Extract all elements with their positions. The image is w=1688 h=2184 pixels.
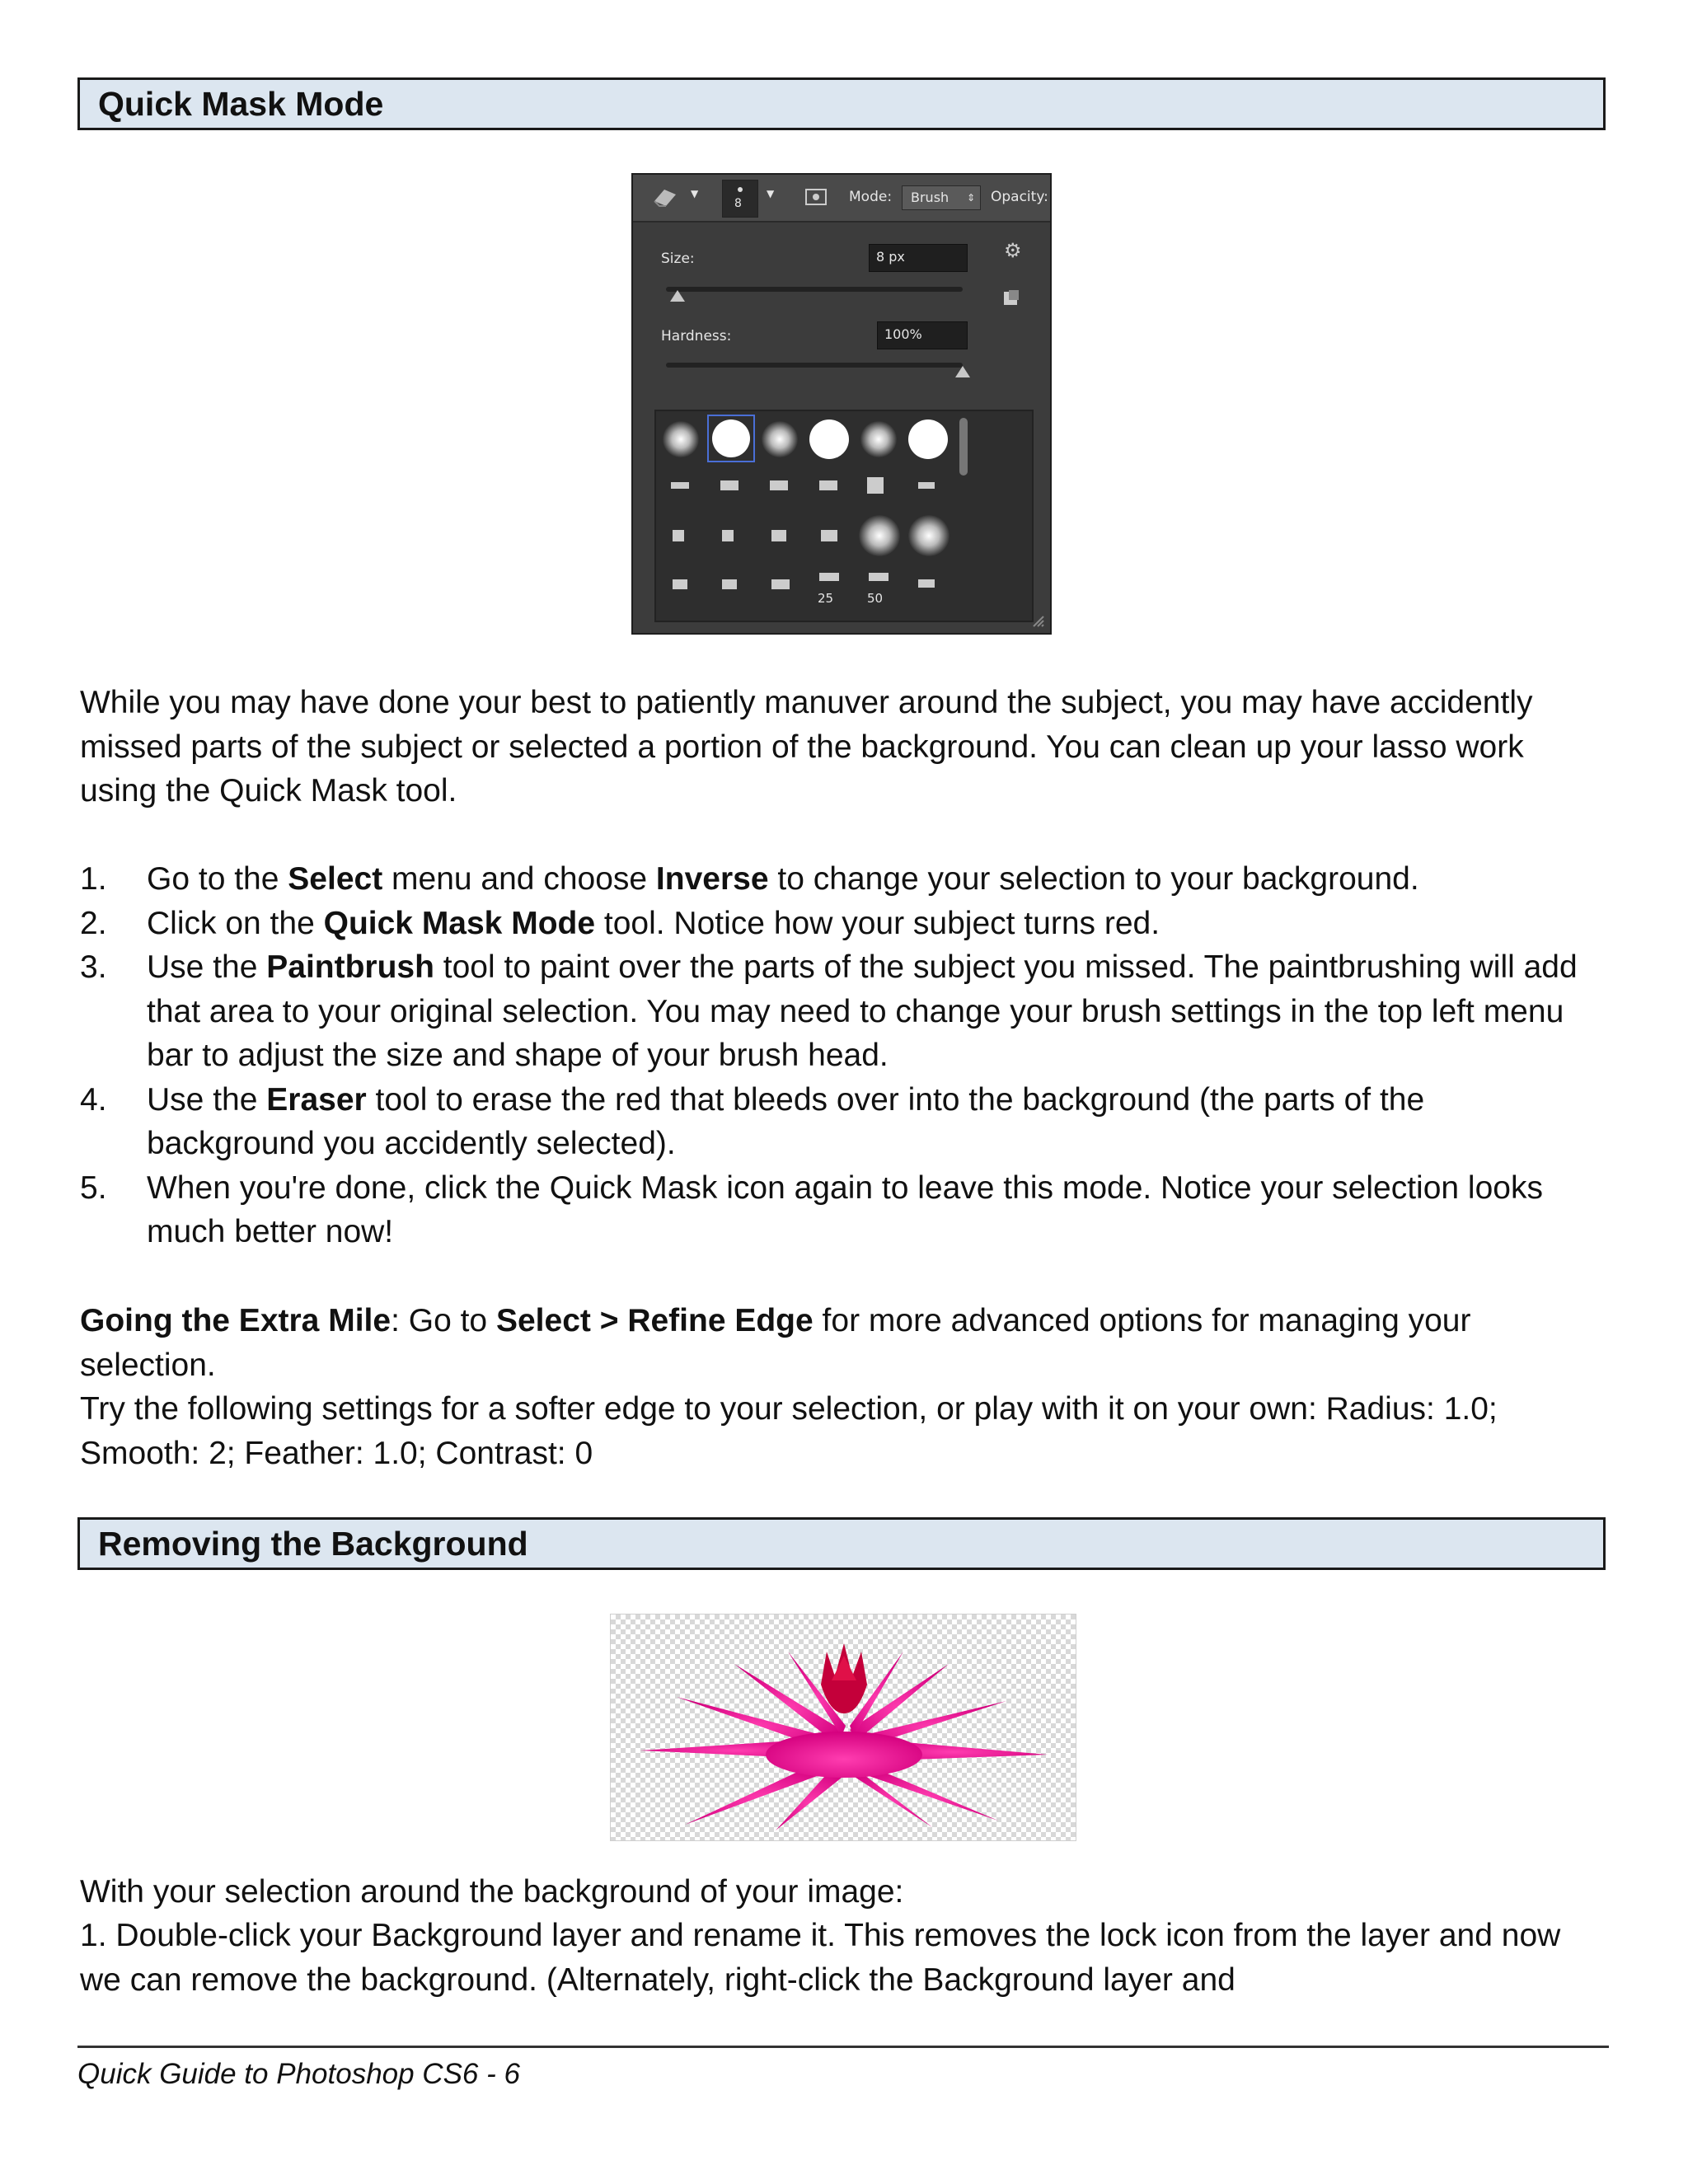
mode-label: Mode:	[849, 189, 893, 205]
size-label: Size:	[661, 251, 695, 267]
mode-dropdown[interactable]	[902, 185, 981, 210]
lotus-flower-illustration	[611, 1615, 1076, 1841]
page-footer: Quick Guide to Photoshop CS6 - 6	[77, 2058, 520, 2090]
chevron-down-icon[interactable]: ▼	[767, 188, 775, 199]
remove-bg-step-1: 1. Double-click your Background layer and rename it. This removes the lock icon from the layer and now we can remove the background. (Alternately, right-click the Background layer and	[80, 1918, 1561, 1998]
brush-size-swatch[interactable]	[722, 180, 758, 218]
chevron-updown-icon: ⇕	[966, 192, 975, 204]
step-number: 2.	[80, 905, 107, 941]
brush-preset-soft-round[interactable]	[860, 421, 897, 457]
brush-preset-panel-screenshot	[631, 173, 1052, 635]
list-item: 4. Use the Eraser tool to erase the red that bleeds over into the background (the parts of the background you accidently selected).	[80, 1078, 1580, 1166]
chevron-down-icon: ▼	[691, 188, 699, 199]
preset-size-label: 25	[818, 591, 834, 606]
brush-preset-soft-round[interactable]	[663, 421, 699, 457]
hardness-label: Hardness:	[661, 328, 732, 344]
brush-preset-hard-round-selected[interactable]	[707, 415, 755, 462]
size-slider-thumb[interactable]	[670, 290, 685, 302]
step-number: 3.	[80, 949, 107, 985]
remove-bg-intro: With your selection around the background of your image:	[80, 1874, 904, 1910]
mode-value: Brush	[911, 190, 950, 205]
section-heading-remove-background	[77, 1517, 1606, 1570]
footer-divider	[77, 2046, 1609, 2048]
size-field[interactable]: 8 px	[869, 244, 968, 272]
hardness-slider-track[interactable]	[666, 363, 963, 368]
menu-path: Select > Refine Edge	[495, 1303, 814, 1338]
step-number: 1.	[80, 861, 107, 897]
eraser-icon	[651, 186, 679, 208]
options-bar	[633, 175, 1050, 223]
gear-icon[interactable]: ⚙	[1004, 239, 1022, 262]
section-heading-text: Removing the Background	[98, 1525, 528, 1563]
extra-mile-label: Going the Extra Mile	[80, 1303, 392, 1338]
brush-preset-soft-round[interactable]	[762, 421, 798, 457]
step-number: 4.	[80, 1081, 107, 1118]
step-number: 5.	[80, 1169, 107, 1206]
resize-grip-icon[interactable]	[1030, 613, 1045, 628]
list-item: 5. When you're done, click the Quick Mask icon again to leave this mode. Notice your selection looks much better now!	[80, 1166, 1580, 1254]
new-preset-icon[interactable]	[1002, 288, 1020, 307]
brush-preset-grid	[654, 410, 1034, 622]
quick-mask-intro: While you may have done your best to patiently manuver around the subject, you may have accidently missed parts of the subject or selected a portion of the background. You can clean up your lasso work using the Quick Mask tool.	[80, 685, 1533, 808]
refine-edge-settings: Try the following settings for a softer edge to your selection, or play with it on your own: Radius: 1.0; Smooth: 2; Feather: 1.0; Contrast: 0	[80, 1391, 1498, 1471]
brush-preset-hard-round[interactable]	[908, 419, 948, 459]
list-item: 3. Use the Paintbrush tool to paint over the parts of the subject you missed. The paintbrushing will add that area to your original selection. You may need to change your brush settings in the top left menu bar to adjust the size and shape of your brush head.	[80, 945, 1580, 1078]
size-slider-track[interactable]	[666, 287, 963, 292]
brush-size-badge: 8	[734, 197, 742, 210]
flower-transparent-image	[610, 1614, 1076, 1841]
quick-mask-steps	[80, 857, 1580, 1254]
scrollbar-thumb[interactable]	[959, 418, 968, 476]
section-heading-quick-mask	[77, 77, 1606, 130]
list-item: 1. Go to the Select menu and choose Inverse to change your selection to your background.	[80, 857, 1580, 902]
opacity-label: Opacity:	[991, 189, 1048, 205]
extra-mile-paragraph: Going the Extra Mile: Go to Select > Refine Edge for more advanced options for managing your selection.	[80, 1303, 1471, 1383]
list-item: 2. Click on the Quick Mask Mode tool. Notice how your subject turns red.	[80, 902, 1580, 946]
preset-size-label: 50	[867, 591, 884, 606]
section-heading-text: Quick Mask Mode	[98, 85, 384, 123]
hardness-slider-thumb[interactable]	[955, 366, 970, 377]
hardness-field[interactable]: 100%	[877, 321, 968, 349]
brush-panel-toggle-icon[interactable]	[804, 186, 828, 208]
brush-preset-hard-round[interactable]	[809, 419, 849, 459]
